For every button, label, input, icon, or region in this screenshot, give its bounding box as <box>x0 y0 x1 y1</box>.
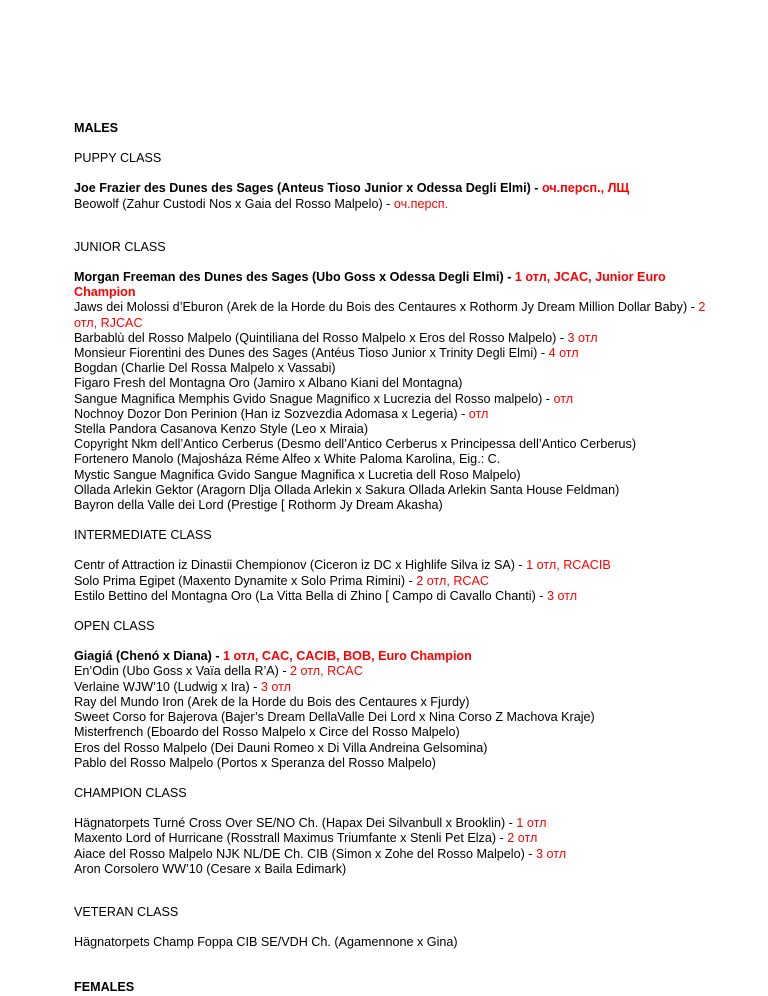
entry-name: Monsieur Fiorentini des Dunes des Sages (Antéus Tioso Junior x Trinity Degli Elmi) - <box>74 346 549 361</box>
entry-name: Pablo del Rosso Malpelo (Portos x Speranza del Rosso Malpelo) <box>74 755 436 770</box>
open-entry <box>74 725 714 740</box>
entry-name: Ollada Arlekin Gektor (Aragorn Dlja Ollada Arlekin x Sakura Ollada Arlekin Santa House Feldman) <box>74 482 620 497</box>
entry-name: Eros del Rosso Malpelo (Dei Dauni Romeo x Di Villa Andreina Gelsomina) <box>74 740 488 755</box>
junior-entry <box>74 270 714 300</box>
entry-award: 3 отл <box>260 679 291 694</box>
intermediate-entry <box>74 574 714 589</box>
entry-award: оч.персп., ЛЩ <box>541 181 630 196</box>
junior-class-title: JUNIOR CLASS <box>74 239 166 254</box>
entry-name: Sweet Corso for Bajerova (Bajer’s Dream DellaValle Dei Lord x Nina Corso Z Machova Kraje) <box>74 710 595 725</box>
entry-name: Centr of Attraction iz Dinastii Chempionov (Ciceron iz DC x Highlife Silva iz SA) - <box>74 558 527 573</box>
intermediate-class-title: INTERMEDIATE CLASS <box>74 528 212 543</box>
puppy-entry <box>74 197 714 212</box>
entry-name: Jaws dei Molossi d’Eburon (Arek de la Horde du Bois des Centaures x Rothorm Jy Dream Million Dollar Baby) - <box>74 300 699 315</box>
puppy-class-title: PUPPY CLASS <box>74 151 162 166</box>
entry-award: 1 отл <box>516 816 547 831</box>
open-entry <box>74 710 714 725</box>
junior-entry <box>74 331 714 346</box>
entry-award: отл <box>468 406 489 421</box>
entry-award: 1 отл, JCAC, Junior Euro Champion <box>74 270 666 300</box>
junior-entry <box>74 422 714 437</box>
veteran-class-title: VETERAN CLASS <box>74 904 179 919</box>
open-entry <box>74 649 714 664</box>
champion-entry <box>74 847 714 862</box>
entry-name: En’Odin (Ubo Goss x Vaïa della R’A) - <box>74 664 291 679</box>
puppy-entry <box>74 181 714 196</box>
veteran-entry <box>74 935 714 950</box>
entry-name: Bayron della Valle dei Lord (Prestige [ Rothorm Jy Dream Akasha) <box>74 498 443 513</box>
junior-entry <box>74 392 714 407</box>
intermediate-entry <box>74 558 714 573</box>
open-class-title: OPEN CLASS <box>74 619 155 634</box>
open-entry <box>74 664 714 679</box>
entry-name: Barbablù del Rosso Malpelo (Quintiliana del Rosso Malpelo x Eros del Rosso Malpelo) - <box>74 330 568 345</box>
entry-name: Stella Pandora Casanova Kenzo Style (Leo x Miraia) <box>74 422 369 437</box>
entry-name: Nochnoy Dozor Don Perinion (Han iz Sozvezdia Adomasa x Legeria) - <box>74 406 469 421</box>
open-entry <box>74 680 714 695</box>
champion-class-title: CHAMPION CLASS <box>74 785 187 800</box>
entry-name: Figaro Fresh del Montagna Oro (Jamiro x Albano Kiani del Montagna) <box>74 376 463 391</box>
open-entry <box>74 695 714 710</box>
entry-award: 1 отл, CAC, CACIB, BOB, Euro Champion <box>223 649 472 664</box>
entry-name: Mystic Sangue Magnifica Gvido Sangue Magnifica x Lucretia dell Roso Malpelo) <box>74 467 521 482</box>
entry-award: 4 отл <box>548 346 579 361</box>
entry-name: Joe Frazier des Dunes des Sages (Anteus Tioso Junior x Odessa Degli Elmi) - <box>74 181 542 196</box>
junior-entry <box>74 407 714 422</box>
entry-name: Aron Corsolero WW’10 (Cesare x Baila Edimark) <box>74 861 347 876</box>
entry-name: Beowolf (Zahur Custodi Nos x Gaia del Rosso Malpelo) - <box>74 196 394 211</box>
entry-award: оч.персп. <box>393 196 449 211</box>
results-document <box>74 121 714 996</box>
junior-entry <box>74 376 714 391</box>
junior-entry <box>74 452 714 467</box>
junior-entry <box>74 437 714 452</box>
champion-entry <box>74 862 714 877</box>
champion-entry <box>74 816 714 831</box>
entry-name: Solo Prima Egipet (Maxento Dynamite x Solo Prima Rimini) - <box>74 573 417 588</box>
males-heading: MALES <box>74 121 119 135</box>
junior-entry <box>74 468 714 483</box>
open-entry <box>74 756 714 771</box>
entry-award: 2 отл, RCAC <box>290 664 363 679</box>
entry-award: 3 отл <box>535 846 567 861</box>
entry-award: 2 отл, RJCAC <box>74 300 706 330</box>
champion-entry <box>74 831 714 846</box>
entry-name: Morgan Freeman des Dunes des Sages (Ubo Goss x Odessa Degli Elmi) - <box>74 270 515 285</box>
intermediate-entry <box>74 589 714 604</box>
entry-award: отл <box>553 391 574 406</box>
open-entry <box>74 741 714 756</box>
entry-name: Copyright Nkm dell’Antico Cerberus (Desmo dell’Antico Cerberus x Principessa dell’Antico Cerberus) <box>74 437 637 452</box>
entry-name: Bogdan (Charlie Del Rossa Malpelo x Vassabi) <box>74 361 336 376</box>
entry-name: Ray del Mundo Iron (Arek de la Horde du Bois des Centaures x Fjurdy) <box>74 694 470 709</box>
entry-name: Hägnatorpets Champ Foppa CIB SE/VDH Ch. (Agamennone x Gina) <box>74 935 458 950</box>
junior-entry <box>74 483 714 498</box>
entry-name: Giagiá (Chenó x Diana) - <box>74 649 224 664</box>
entry-name: Fortenero Manolo (Majosháza Réme Alfeo x White Paloma Karolina, Eig.: C. <box>74 452 501 467</box>
entry-name: Hägnatorpets Turné Cross Over SE/NO Ch. (Hapax Dei Silvanbull x Brooklin) - <box>74 816 517 831</box>
entry-award: 3 отл <box>546 588 578 603</box>
entry-name: Aiace del Rosso Malpelo NJK NL/DE Ch. CIB (Simon x Zohe del Rosso Malpelo) - <box>74 846 536 861</box>
junior-entry <box>74 300 714 330</box>
entry-name: Sangue Magnifica Memphis Gvido Snague Magnifico x Lucrezia del Rosso malpelo) - <box>74 391 554 406</box>
entry-name: Estilo Bettino del Montagna Oro (La Vitta Bella di Zhino [ Campo di Cavallo Chanti) - <box>74 588 547 603</box>
entry-award: 1 отл, RCACIB <box>526 558 611 573</box>
entry-award: 3 отл <box>567 330 598 345</box>
entry-name: Verlaine WJW’10 (Ludwig x Ira) - <box>74 679 261 694</box>
females-heading: FEMALES <box>74 980 135 995</box>
entry-name: Maxento Lord of Hurricane (Rosstrall Maximus Triumfante x Stenli Pet Elza) - <box>74 831 508 846</box>
entry-name: Misterfrench (Eboardo del Rosso Malpelo x Circe del Rosso Malpelo) <box>74 725 460 740</box>
junior-entry <box>74 346 714 361</box>
entry-award: 2 отл, RCAC <box>416 573 490 588</box>
junior-entry <box>74 498 714 513</box>
junior-entry <box>74 361 714 376</box>
entry-award: 2 отл <box>507 831 538 846</box>
